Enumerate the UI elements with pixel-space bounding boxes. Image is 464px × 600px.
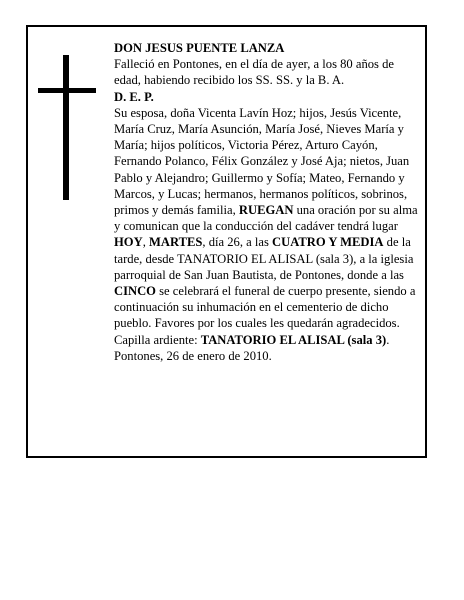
cross-horizontal-bar (38, 88, 96, 93)
deceased-name: DON JESUS PUENTE LANZA (114, 41, 285, 55)
day-text: , día 26, a las (202, 235, 273, 250)
funeral-text: se celebrará el funeral de cuerpo presente, siendo a continuación su inhumación en el cementerio de dicho pueblo. Favores por los cuales les quedarán agradecidos. (114, 284, 416, 331)
cross-vertical-bar (63, 55, 69, 200)
obituary-text (114, 40, 422, 364)
ruegan-word: RUEGAN (238, 203, 294, 218)
hoy-word: HOY (114, 235, 143, 250)
chapel-label: Capilla ardiente: (114, 332, 201, 347)
martes-word: MARTES (148, 235, 203, 250)
family-paragraph: Su esposa, doña Vicenta Lavín Hoz; hijos, Jesús Vicente, María Cruz, María Asunción, María José, Nieves María y María; hijos políticos, Victoria Pérez, Arturo Cayón, Fernando Polanco, Félix González y José Aja; nietos, Juan Pablo y Alejandro; Guillermo y Sofía; Mateo, Fernando y Marcos, y Lucas; hermanos, hermanos políticos, sobrinos, primos y demás familia, RUEGAN una oración por su alma y comunican que la conducción del cadáver tendrá lugar HOY, MARTES, día 26, a las CUATRO Y MEDIA de la tarde, desde TANATORIO EL ALISAL (sala 3), a la iglesia parroquial de San Juan Bautista, de Pontones, donde a las CINCO se celebrará el funeral de cuerpo presente, siendo a continuación su inhumación en el cementerio de dicho pueblo. Favores por los cuales les quedarán agradecidos. (114, 105, 418, 331)
place-date: Pontones, 26 de enero de 2010. (114, 348, 272, 363)
request-text: una oración por su alma y comunican que la conducción del cadáver tendrá lugar (114, 203, 418, 234)
chapel-line: Capilla ardiente: TANATORIO EL ALISAL (sala 3). (114, 332, 390, 347)
cinco-word: CINCO (114, 284, 156, 299)
death-statement: Falleció en Pontones, en el día de ayer, a los 80 años de edad, habiendo recibido los SS. SS. y la B. A. (114, 57, 394, 88)
chapel-place: TANATORIO EL ALISAL (sala 3) (200, 332, 387, 347)
cross-icon (38, 55, 96, 200)
family-list: Su esposa, doña Vicenta Lavín Hoz; hijos, Jesús Vicente, María Cruz, María Asunción, María José, Nieves María y María; hijos políticos, Victoria Pérez, Arturo Cayón, Fernando Polanco, Félix González y José Aja; nietos, Juan Pablo y Alejandro; Guillermo y Sofía; Mateo, Fernando y Marcos, y Lucas; hermanos, hermanos políticos, sobrinos, primos y demás familia, (114, 105, 410, 218)
afternoon-text: de la tarde, desde TANATORIO EL ALISAL (sala 3), a la iglesia parroquial de San Juan Bautista, de Pontones, donde a las (114, 235, 414, 282)
dep-line: D. E. P. (114, 89, 154, 104)
time-text: CUATRO Y MEDIA (272, 235, 384, 250)
obituary-notice (26, 25, 427, 458)
